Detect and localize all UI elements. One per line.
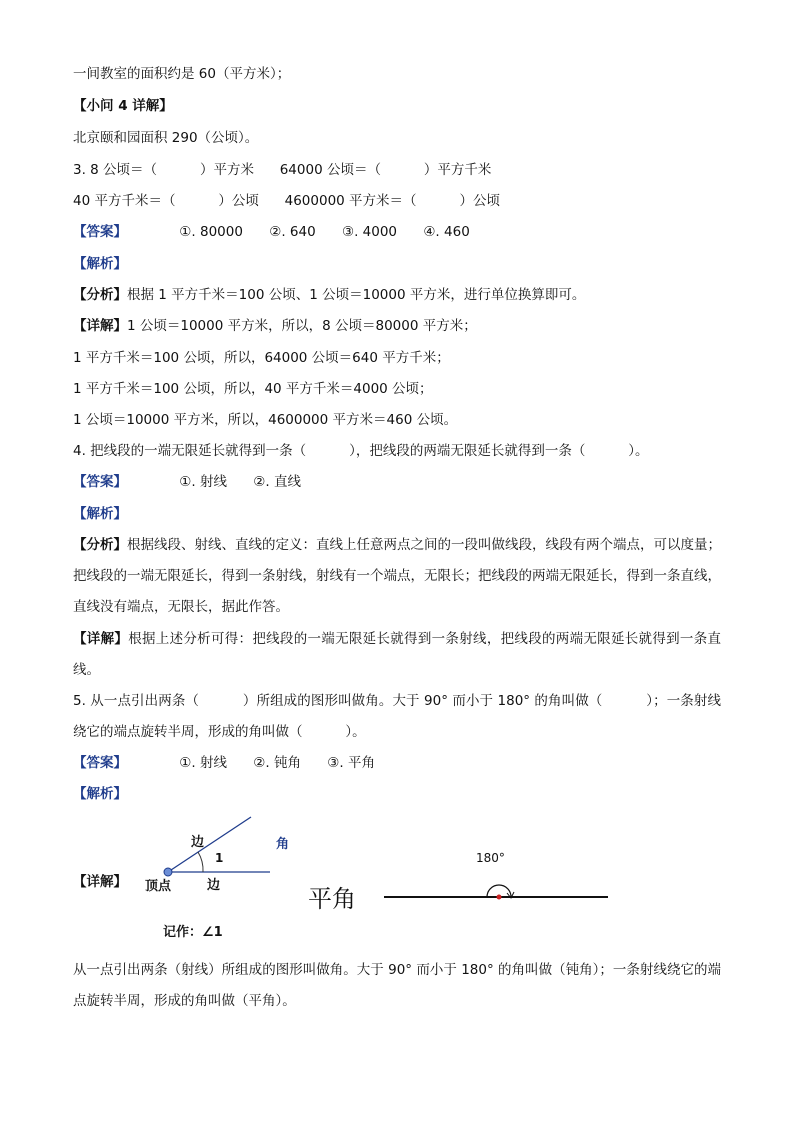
straight-angle-diagram [300, 840, 620, 920]
subq-header: 【小问 4 详解】 [73, 98, 173, 114]
xiangjie-text: 1 公顷＝10000 平方米，所以，8 公顷＝80000 平方米； [127, 318, 477, 334]
step-line: 1 平方千米＝100 公顷，所以，40 平方千米＝4000 公顷； [73, 381, 433, 397]
answer-item: ②. 直线 [253, 474, 301, 490]
text-line: 一间教室的面积约是 60（平方米）； [73, 66, 291, 82]
answer-label: 【答案】 [73, 755, 127, 771]
vertex-point [164, 868, 172, 876]
answer-label: 【答案】 [73, 474, 127, 490]
vertex-label: 顶点 [145, 879, 172, 894]
analysis-label: 【解析】 [73, 506, 127, 522]
xiangjie-label: 【详解】 [73, 631, 129, 647]
answer-item: ③. 4000 [341, 224, 398, 240]
angle-arc [198, 852, 203, 872]
fenxi-text: 根据 1 平方千米＝100 公顷、1 公顷＝10000 平方米，进行单位换算即可。 [127, 287, 586, 303]
answer-item: ①. 射线 [179, 755, 227, 771]
text-line: 北京颐和园面积 290（公顷）。 [73, 130, 259, 146]
answer-item: ④. 460 [423, 224, 470, 240]
step-line: 1 平方千米＝100 公顷，所以，64000 公顷＝640 平方千米； [73, 350, 450, 366]
answer-item: ①. 射线 [179, 474, 227, 490]
xiangjie-label: 【详解】 [73, 318, 127, 334]
question-3-line1: 3. 8 公顷＝（ ）平方米 64000 公顷＝（ ）平方千米 [73, 162, 492, 178]
analysis-label: 【解析】 [73, 256, 127, 272]
answer-row [73, 753, 397, 773]
angle-number: 1 [215, 851, 224, 865]
xiangjie-line [73, 316, 477, 336]
side-label-bottom: 边 [207, 878, 221, 893]
answer-row [73, 222, 492, 242]
side-label-top: 边 [191, 835, 205, 850]
question-4: 4. 把线段的一端无限延长就得到一条（ ），把线段的两端无限延长就得到一条（ ）。 [73, 443, 649, 459]
fenxi-paragraph [73, 530, 721, 623]
angle-diagram [73, 810, 303, 945]
answer-row [73, 472, 323, 492]
answer-item: ③. 平角 [327, 755, 375, 771]
straight-angle-label: 平角 [308, 885, 356, 913]
fenxi-label: 【分析】 [73, 287, 127, 303]
answer-item: ②. 640 [269, 224, 316, 240]
answer-item: ②. 钝角 [253, 755, 301, 771]
question-5: 5. 从一点引出两条（ ）所组成的图形叫做角。大于 90° 而小于 180° 的角叫做（ ）；一条射线绕它的端点旋转半周，形成的角叫做（ ）。 [73, 693, 721, 740]
angle-top-ray [168, 817, 251, 872]
fenxi-text: 根据线段、射线、直线的定义：直线上任意两点之间的一段叫做线段，线段有两个端点，可以度量；把线段的一端无限延长，得到一条射线，射线有一个端点，无限长；把线段的两端无限延长，得到一条直线，直线没有端点，无限长，据此作答。 [73, 537, 721, 615]
xiangjie-label: 【详解】 [73, 874, 127, 890]
answer-label: 【答案】 [73, 224, 127, 240]
angle-notation: 记作：∠1 [163, 925, 223, 940]
vertex-dot [497, 895, 502, 900]
xiangjie-paragraph [73, 624, 721, 686]
fenxi-line [73, 285, 585, 305]
fenxi-label: 【分析】 [73, 537, 127, 553]
angle-word: 角 [276, 837, 290, 852]
degree-label: 180° [476, 851, 505, 865]
analysis-label: 【解析】 [73, 786, 127, 802]
xiangjie-text: 根据上述分析可得：把线段的一端无限延长就得到一条射线，把线段的两端无限延长就得到一条直线。 [73, 631, 722, 678]
question-3-line2: 40 平方千米＝（ ）公顷 4600000 平方米＝（ ）公顷 [73, 193, 500, 209]
conclusion-paragraph: 从一点引出两条（射线）所组成的图形叫做角。大于 90° 而小于 180° 的角叫做（钝角）；一条射线绕它的端点旋转半周，形成的角叫做（平角）。 [73, 962, 721, 1009]
answer-item: ①. 80000 [179, 224, 243, 240]
step-line: 1 公顷＝10000 平方米，所以，4600000 平方米＝460 公顷。 [73, 412, 458, 428]
